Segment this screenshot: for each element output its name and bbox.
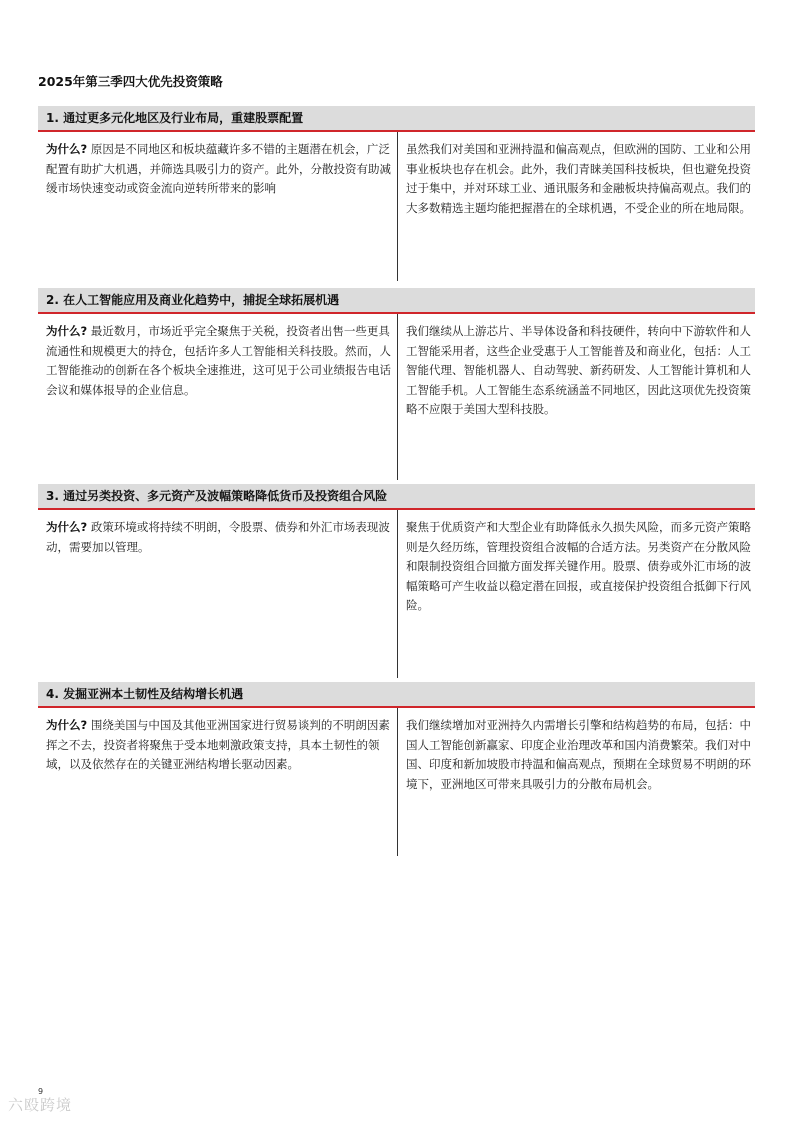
strategy-section-1: [38, 106, 755, 281]
rationale-text: 围绕美国与中国及其他亚洲国家进行贸易谈判的不明朗因素挥之不去，投资者将聚焦于受本地刺激政策支持，具本土韧性的领域，以及依然存在的关键亚洲结构增长驱动因素。: [46, 718, 390, 771]
section-heading: 4. 发掘亚洲本土韧性及结构增长机遇: [38, 682, 755, 708]
section-rationale: [46, 140, 391, 199]
section-heading: 2. 在人工智能应用及商业化趋势中，捕捉全球拓展机遇: [38, 288, 755, 314]
section-rationale: [46, 716, 391, 775]
rationale-text: 政策环境或将持续不明朗，令股票、债券和外汇市场表现波动，需要加以管理。: [46, 520, 390, 554]
why-label: 为什么?: [46, 142, 88, 156]
watermark: 六殴跨境: [8, 1096, 73, 1114]
page-title: 2025年第三季四大优先投资策略: [38, 74, 223, 89]
why-label: 为什么?: [46, 324, 88, 338]
section-heading: 3. 通过另类投资、多元资产及波幅策略降低货币及投资组合风险: [38, 484, 755, 510]
rationale-text: 最近数月，市场近乎完全聚焦于关税，投资者出售一些更具流通性和规模更大的持仓，包括许多人工智能相关科技股。然而，人工智能推动的创新在各个板块全速推进，这可见于公司业绩报告电话会议和媒体报导的企业信息。: [46, 324, 391, 397]
why-label: 为什么?: [46, 718, 88, 732]
strategy-section-2: [38, 288, 755, 480]
section-heading: 1. 通过更多元化地区及行业布局，重建股票配置: [38, 106, 755, 132]
section-rationale: [46, 518, 391, 557]
column-divider: [397, 510, 398, 678]
strategy-section-3: [38, 484, 755, 678]
why-label: 为什么?: [46, 520, 88, 534]
strategy-section-4: [38, 682, 755, 856]
page-number: 9: [38, 1087, 44, 1096]
column-divider: [397, 314, 398, 480]
rationale-text: 原因是不同地区和板块蕴藏许多不错的主题潜在机会，广泛配置有助扩大机遇，并筛选具吸引力的资产。此外，分散投资有助减缓市场快速变动或资金流向逆转所带来的影响: [46, 142, 391, 195]
section-detail: 聚焦于优质资产和大型企业有助降低永久损失风险，而多元资产策略则是久经历练，管理投资组合波幅的合适方法。另类资产在分散风险和限制投资组合回撤方面发挥关键作用。股票、债券或外汇市场的波幅策略可产生收益以稳定潜在回报，或直接保护投资组合抵御下行风险。: [406, 520, 751, 612]
section-rationale: [46, 322, 391, 400]
section-detail: 虽然我们对美国和亚洲持温和偏高观点，但欧洲的国防、工业和公用事业板块也存在机会。此外，我们青睐美国科技板块，但也避免投资过于集中，并对环球工业、通讯服务和金融板块持偏高观点。我们的大多数精选主题均能把握潜在的全球机遇，不受企业的所在地局限。: [406, 142, 751, 215]
column-divider: [397, 708, 398, 856]
section-detail: 我们继续从上游芯片、半导体设备和科技硬件，转向中下游软件和人工智能采用者，这些企业受惠于人工智能普及和商业化，包括：人工智能代理、智能机器人、自动驾驶、新药研发、人工智能计算机和人工智能手机。人工智能生态系统涵盖不同地区，因此这项优先投资策略不应限于美国大型科技股。: [406, 324, 751, 416]
column-divider: [397, 132, 398, 281]
section-detail: 我们继续增加对亚洲持久内需增长引擎和结构趋势的布局，包括：中国人工智能创新赢家、印度企业治理改革和国内消费繁荣。我们对中国、印度和新加坡股市持温和偏高观点，预期在全球贸易不明朗的环境下，亚洲地区可带来具吸引力的分散布局机会。: [406, 718, 751, 791]
